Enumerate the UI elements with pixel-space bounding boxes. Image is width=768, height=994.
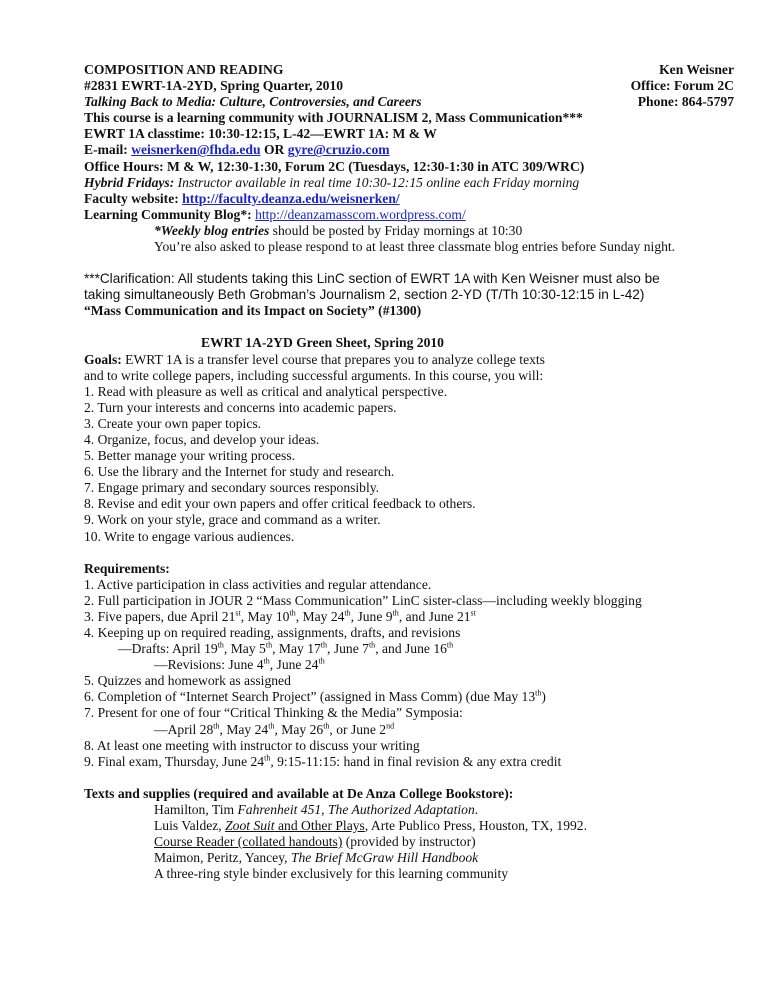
- email-link-secondary[interactable]: gyre@cruzio.com: [287, 142, 390, 158]
- weekly-blog-text: should be posted by Friday mornings at 10:30: [269, 222, 523, 238]
- faculty-website-link[interactable]: http://faculty.deanza.edu/weisnerken/: [182, 190, 400, 206]
- text-title: The Brief McGraw Hill Handbook: [290, 850, 479, 866]
- syllabus-page: [84, 62, 734, 882]
- goal-item: 5. Better manage your writing process.: [84, 448, 296, 464]
- goals-intro-1: [84, 352, 734, 368]
- blog-line: [84, 207, 734, 223]
- text-title: Zoot Suit: [225, 818, 275, 834]
- learning-community-note: This course is a learning community with JOURNALISM 2, Mass Communication***: [84, 110, 583, 126]
- email-label: E-mail:: [84, 142, 132, 158]
- requirement-item: 2. Full participation in JOUR 2 “Mass Communication” LinC sister-class—including weekly blogging: [84, 592, 642, 608]
- text-item-binder: A three-ring style binder exclusively for this learning community: [154, 866, 509, 882]
- faculty-label: Faculty website:: [84, 190, 183, 206]
- blog-label: Learning Community Blog*:: [84, 206, 256, 222]
- goal-item: 2. Turn your interests and concerns into academic papers.: [84, 399, 397, 415]
- requirement-item: 4. Keeping up on required reading, assignments, drafts, and revisions: [84, 625, 461, 640]
- text-end: .: [474, 801, 479, 817]
- requirements-heading: Requirements:: [84, 560, 170, 576]
- text-item-zoot-suit: [84, 818, 734, 834]
- classtime: EWRT 1A classtime: 10:30-12:15, L-42—EWRT 1A: M & W: [84, 126, 437, 142]
- goals-intro-text: EWRT 1A is a transfer level course that prepares you to analyze college texts: [121, 351, 545, 367]
- respond-note: You’re also asked to please respond to at least three classmate blog entries before Sunday night.: [154, 239, 676, 255]
- course-title: COMPOSITION AND READING: [84, 62, 284, 77]
- text-title: Fahrenheit 451, The Authorized Adaptation: [237, 801, 475, 817]
- requirement-symposia-dates: —April 28th, May 24th, May 26th, or June 2nd: [154, 721, 395, 737]
- header-row-1: [84, 62, 734, 78]
- goal-item: 7. Engage primary and secondary sources responsibly.: [84, 480, 380, 496]
- instructor-name: Ken Weisner: [659, 62, 734, 77]
- text-author: Maimon, Peritz, Yancey,: [154, 850, 291, 866]
- faculty-website-line: [84, 191, 734, 207]
- email-line: [84, 142, 734, 158]
- text-end: , Arte Publico Press, Houston, TX, 1992.: [364, 818, 587, 834]
- weekly-blog-label: *Weekly blog entries: [154, 222, 270, 238]
- goal-item: 8. Revise and edit your own papers and offer critical feedback to others.: [84, 496, 476, 512]
- requirement-item: 7. Present for one of four “Critical Thinking & the Media” Symposia:: [84, 705, 463, 721]
- goal-item: 6. Use the library and the Internet for study and research.: [84, 464, 395, 480]
- goals-label: Goals:: [84, 351, 122, 367]
- weekly-blog-line: [84, 223, 734, 239]
- goals-intro-2: and to write college papers, including successful arguments. In this course, you will:: [84, 367, 544, 383]
- text-item-handbook: [84, 850, 734, 866]
- clarification-line-3: “Mass Communication and its Impact on Society” (#1300): [84, 303, 422, 319]
- header-row-2: [84, 78, 734, 94]
- goal-item: 3. Create your own paper topics.: [84, 415, 262, 431]
- requirement-item: 8. At least one meeting with instructor to discuss your writing: [84, 737, 420, 753]
- text-end: (provided by instructor): [342, 834, 476, 850]
- text-title: Course Reader (collated handouts): [154, 834, 343, 850]
- requirement-item: 3. Five papers, due April 21st, May 10th, May 24th, June 9th, and June 21st: [84, 608, 476, 624]
- office-location: Office: Forum 2C: [630, 78, 734, 94]
- goals-list: [84, 384, 734, 545]
- requirement-item: 9. Final exam, Thursday, June 24th, 9:15-11:15: hand in final revision & any extra credit: [84, 753, 562, 769]
- clarification-line-1: ***Clarification: All students taking this LinC section of EWRT 1A with Ken Weisner must also be: [84, 271, 660, 287]
- goal-item: 9. Work on your style, grace and command as a writer.: [84, 512, 381, 528]
- email-or: OR: [260, 142, 288, 158]
- text-item-course-reader: [84, 834, 734, 850]
- requirement-revisions: —Revisions: June 4th, June 24th: [154, 656, 325, 673]
- requirement-item: 6. Completion of “Internet Search Project” (assigned in Mass Comm) (due May 13th): [84, 688, 546, 705]
- header-row-3: [84, 94, 734, 110]
- goal-item: 10. Write to engage various audiences.: [84, 528, 295, 544]
- hybrid-fridays-line: [84, 175, 734, 191]
- blog-link[interactable]: http://deanzamasscom.wordpress.com/: [255, 206, 466, 222]
- requirement-item: 1. Active participation in class activities and regular attendance.: [84, 576, 432, 592]
- texts-heading: Texts and supplies (required and available at De Anza College Bookstore):: [84, 785, 514, 801]
- course-number: #2831 EWRT-1A-2YD, Spring Quarter, 2010: [84, 78, 344, 94]
- text-title-cont: and Other Plays: [274, 818, 365, 834]
- clarification-line-2: taking simultaneously Beth Grobman’s Journalism 2, section 2-YD (T/Th 10:30-12:15 in L-42): [84, 287, 645, 303]
- course-subtitle: Talking Back to Media: Culture, Controversies, and Careers: [84, 94, 422, 110]
- goal-item: 1. Read with pleasure as well as critical and analytical perspective.: [84, 383, 448, 399]
- goal-item: 4. Organize, focus, and develop your ideas.: [84, 431, 320, 447]
- text-author: Hamilton, Tim: [154, 801, 238, 817]
- requirement-item: 5. Quizzes and homework as assigned: [84, 673, 291, 689]
- hybrid-text: Instructor available in real time 10:30-12:15 online each Friday morning: [174, 174, 580, 190]
- text-author: Luis Valdez,: [154, 818, 226, 834]
- requirement-drafts: —Drafts: April 19th, May 5th, May 17th, June 7th, and June 16th: [118, 640, 454, 657]
- hybrid-label: Hybrid Fridays:: [84, 174, 175, 190]
- green-sheet-title: EWRT 1A-2YD Green Sheet, Spring 2010: [201, 335, 444, 351]
- email-link-primary[interactable]: weisnerken@fhda.edu: [131, 142, 261, 158]
- phone-number: Phone: 864-5797: [637, 94, 734, 110]
- text-item-fahrenheit: [84, 802, 734, 818]
- office-hours: Office Hours: M & W, 12:30-1:30, Forum 2C (Tuesdays, 12:30-1:30 in ATC 309/WRC): [84, 158, 585, 174]
